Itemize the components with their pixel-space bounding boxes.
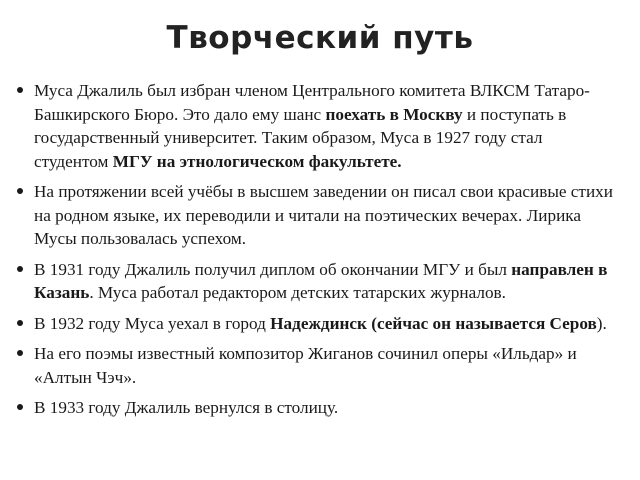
bullet-dot-icon [17,404,23,410]
bullet-text: В 1933 году Джалиль вернулся в столицу. [34,398,339,417]
bullet-text: и поступать в государственный университет. Таким образом, Муса в 1927 году стал студентом [34,104,567,171]
bullet-item-6 [16,396,620,420]
bullet-dot-icon [17,266,23,272]
bullet-item-4 [16,312,620,336]
bullet-dot-icon [17,350,23,356]
bullet-item-3 [16,258,620,305]
bullet-list [16,79,620,427]
bullet-item-5 [16,342,620,389]
slide-title: Творческий путь [166,20,474,56]
bullet-dot-icon [17,320,23,326]
bullet-dot-icon [17,87,23,93]
bullet-bold-text: поехать в Москву [325,104,463,124]
bullet-text: На его поэмы известный композитор Жиганов сочинил оперы «Ильдар» и «Алтын Чэч». [34,344,577,387]
bullet-text: На протяжении всей учёбы в высшем заведении он писал свои красивые стихи на родном языке, их переводили и читали на поэтических вечерах. Лирика Мусы пользовалась успехом. [34,182,613,248]
bullet-text: . Муса работал редактором детских татарских журналов. [89,283,506,302]
bullet-item-2 [16,180,620,251]
bullet-item-1 [16,79,620,173]
bullet-text: В 1932 году Муса уехал в город [34,313,271,333]
bullet-bold-text: Надеждинск (сейчас он называется Серов [270,313,597,333]
bullet-text: ). [596,313,607,333]
bullet-bold-text: МГУ на этнологическом факультете. [112,151,402,171]
bullet-text: В 1931 году Джалиль получил диплом об окончании МГУ и был [34,259,512,279]
bullet-dot-icon [17,188,23,194]
bullet-bold-text: направлен в Казань [34,259,608,302]
bullet-text: Муса Джалиль был избран членом Центрального комитета ВЛКСМ Татаро-Башкирского Бюро. Это дало ему шанс [34,81,590,124]
